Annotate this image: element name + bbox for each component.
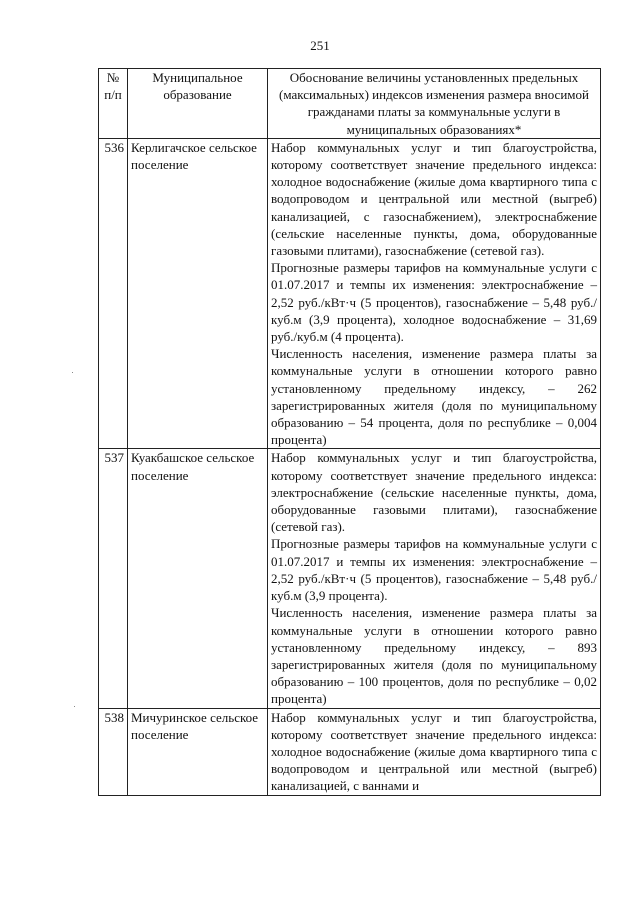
paragraph-services: Набор коммунальных услуг и тип благоустройства, которому соответствует значение предельного индекса: электроснабжение (сельские населенные пункты, дома, оборудованные газовыми плитами), газоснабжение (сетевой газ). bbox=[271, 450, 597, 535]
table-row bbox=[99, 138, 601, 449]
municipality-name: Мичуринское сельское поселение bbox=[128, 708, 268, 795]
row-number: 536 bbox=[99, 138, 128, 449]
page-number: 251 bbox=[310, 38, 330, 53]
scan-speck bbox=[72, 372, 73, 373]
paragraph-services: Набор коммунальных услуг и тип благоустройства, которому соответствует значение предельного индекса: холодное водоснабжение (жилые дома квартирного типа с водопроводом и центральной или местной (выгреб) канализацией, с газоснабжением), электроснабжение (сельские населенные пункты, дома, оборудованные газовыми плитами), газоснабжение (сетевой газ). bbox=[271, 139, 597, 259]
indices-table bbox=[98, 68, 601, 796]
header-municipality: Муниципальное образование bbox=[128, 69, 268, 139]
table-row bbox=[99, 708, 601, 795]
scan-speck bbox=[74, 706, 75, 707]
table-header-row bbox=[99, 69, 601, 139]
justification-cell bbox=[268, 708, 601, 795]
justification-cell bbox=[268, 449, 601, 708]
paragraph-tariffs: Прогнозные размеры тарифов на коммунальные услуги с 01.07.2017 и темпы их изменения: электроснабжение – 2,52 руб./кВт·ч (5 процентов), газоснабжение – 5,48 руб./куб.м (3,9 процента), холодное водоснабжение – 31,69 руб./куб.м (4 процента). bbox=[271, 260, 597, 345]
municipality-name: Куакбашское сельское поселение bbox=[128, 449, 268, 708]
paragraph-population: Численность населения, изменение размера платы за коммунальные услуги в отношении которого равно установленному предельному индексу, – 893 зарегистрированных жителя (доля по муниципальному образованию – 100 процентов, доля по республике – 0,02 процента) bbox=[271, 605, 597, 707]
justification-cell bbox=[268, 138, 601, 449]
municipality-name: Керлигачское сельское поселение bbox=[128, 138, 268, 449]
paragraph-services: Набор коммунальных услуг и тип благоустройства, которому соответствует значение предельного индекса: холодное водоснабжение (жилые дома квартирного типа с водопроводом и центральной или местной (выгреб) канализацией, с ваннами и bbox=[271, 709, 597, 794]
paragraph-tariffs: Прогнозные размеры тарифов на коммунальные услуги с 01.07.2017 и темпы их изменения: электроснабжение – 2,52 руб./кВт·ч (5 процентов), газоснабжение – 5,48 руб./куб.м (3,9 процента). bbox=[271, 536, 597, 604]
paragraph-population: Численность населения, изменение размера платы за коммунальные услуги в отношении которого равно установленному предельному индексу, – 262 зарегистрированных жителя (доля по муниципальному образованию – 54 процента, доля по республике – 0,004 процента) bbox=[271, 346, 597, 448]
table-row bbox=[99, 449, 601, 708]
row-number: 537 bbox=[99, 449, 128, 708]
row-number: 538 bbox=[99, 708, 128, 795]
header-num: № п/п bbox=[99, 69, 128, 139]
header-justification: Обоснование величины установленных предельных (максимальных) индексов изменения размера вносимой гражданами платы за коммунальные услуги в муниципальных образованиях* bbox=[268, 69, 601, 139]
